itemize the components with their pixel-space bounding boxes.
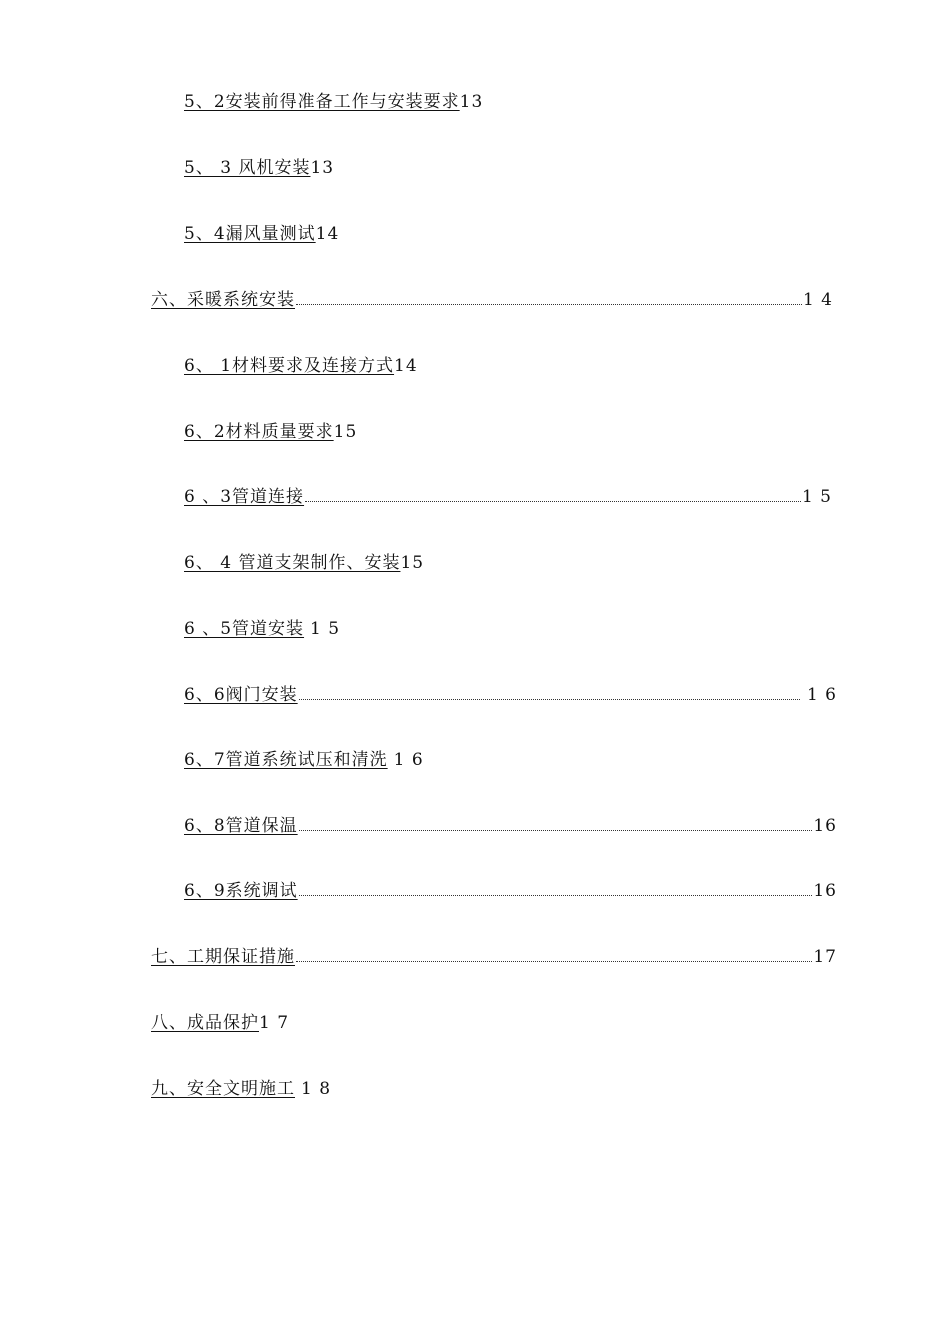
toc-entry-title[interactable]: 6、6阀门安装 — [184, 685, 298, 705]
toc-entry-9[interactable] — [151, 1075, 331, 1099]
toc-entry-page: 1 8 — [301, 1079, 332, 1099]
toc-entry-page: 14 — [394, 356, 418, 376]
toc-entry-6-5[interactable] — [184, 615, 340, 639]
toc-entry-page: 1 6 — [393, 750, 424, 770]
toc-entry-title[interactable]: 六、采暖系统安装 — [151, 290, 295, 310]
toc-entry-5-2[interactable] — [184, 88, 483, 112]
toc-entry-page: 15 — [333, 422, 358, 442]
toc-entry-page: 1 5 — [310, 619, 341, 639]
toc-entry-title[interactable]: 5、2安装前得准备工作与安装要求 — [184, 92, 460, 112]
toc-entry-title[interactable]: 6、8管道保温 — [184, 816, 298, 836]
toc-entry-title[interactable]: 6、2材料质量要求 — [184, 422, 334, 442]
toc-entry-6-7[interactable] — [184, 746, 424, 770]
toc-entry-title[interactable]: 5、4漏风量测试 — [184, 224, 316, 244]
toc-entry-6-2[interactable] — [184, 418, 357, 442]
toc-leader-dots — [299, 699, 800, 700]
toc-entry-6[interactable] — [151, 286, 833, 310]
toc-entry-7[interactable] — [151, 943, 837, 967]
toc-leader-dots — [305, 501, 801, 502]
toc-entry-page: 1 5 — [801, 487, 832, 507]
toc-entry-title[interactable]: 6、9系统调试 — [184, 881, 298, 901]
toc-entry-page: 17 — [813, 947, 837, 967]
toc-entry-title[interactable]: 6 、3管道连接 — [184, 487, 305, 507]
toc-entry-6-3[interactable] — [184, 483, 832, 507]
toc-entry-6-8[interactable] — [184, 812, 837, 836]
toc-entry-6-1[interactable] — [184, 352, 418, 376]
toc-entry-5-4[interactable] — [184, 220, 339, 244]
toc-entry-6-4[interactable] — [184, 549, 424, 573]
toc-entry-page: 16 — [813, 816, 837, 836]
toc-entry-title[interactable]: 6、7管道系统试压和清洗 — [184, 750, 388, 770]
toc-entry-6-6[interactable] — [184, 681, 837, 705]
toc-entry-page: 1 6 — [806, 685, 837, 705]
toc-entry-page: 15 — [400, 553, 425, 573]
toc-entry-page: 14 — [315, 224, 340, 244]
toc-entry-title[interactable]: 6、 4 管道支架制作、安装 — [184, 553, 401, 573]
toc-entry-page: 1 4 — [802, 290, 833, 310]
toc-entry-title[interactable]: 6、 1材料要求及连接方式 — [184, 356, 395, 376]
toc-entry-8[interactable] — [151, 1009, 289, 1033]
toc-entry-title[interactable]: 七、工期保证措施 — [151, 947, 295, 967]
toc-entry-title[interactable]: 5、 3 风机安装 — [184, 158, 311, 178]
toc-entry-6-9[interactable] — [184, 877, 837, 901]
toc-entry-title[interactable]: 八、成品保护 — [151, 1013, 259, 1033]
toc-entry-page: 16 — [813, 881, 837, 901]
toc-leader-dots — [299, 895, 813, 896]
toc-leader-dots — [299, 830, 813, 831]
toc-entry-title[interactable]: 6 、5管道安装 — [184, 619, 305, 639]
toc-entry-5-3[interactable] — [184, 154, 334, 178]
toc-entry-page: 13 — [310, 158, 335, 178]
toc-leader-dots — [296, 961, 812, 962]
toc-entry-page: 13 — [459, 92, 484, 112]
toc-leader-dots — [296, 304, 802, 305]
toc-entry-title[interactable]: 九、安全文明施工 — [151, 1079, 295, 1099]
toc-entry-page: 1 7 — [259, 1013, 290, 1033]
